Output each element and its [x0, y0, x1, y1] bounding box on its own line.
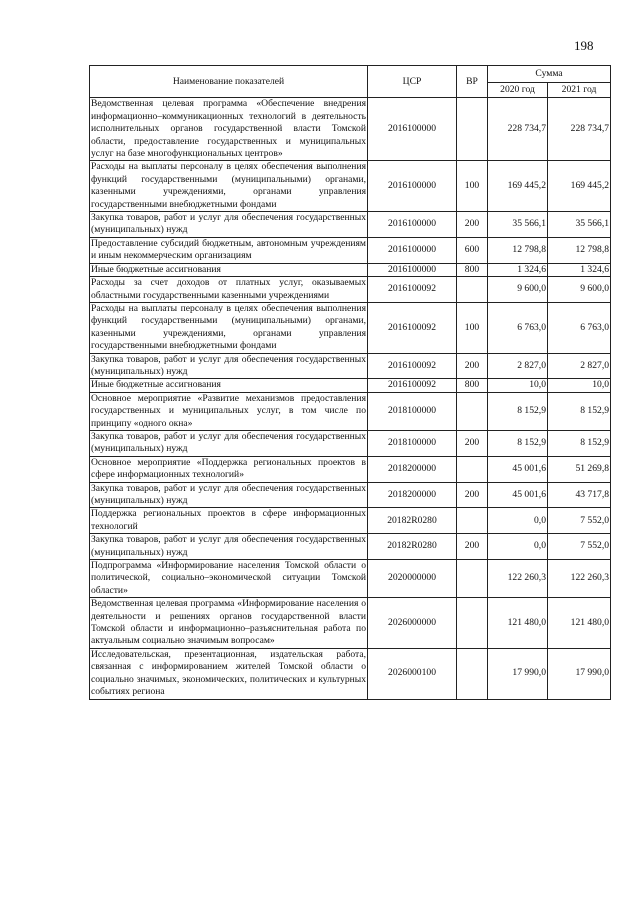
row-name: Ведомственная целевая программа «Информирование населения о деятельности и решениях органов государственной власти Томской области и информационно–разъяснительная работа по актуальным социально значимым вопросам»	[91, 598, 366, 647]
row-sum-2020: 228 734,7	[488, 98, 548, 161]
row-sum-2020: 2 827,0	[488, 353, 548, 379]
row-vr	[457, 598, 488, 649]
table-row	[90, 353, 611, 379]
row-csr: 2016100092	[368, 302, 457, 353]
row-sum-2021: 7 552,0	[548, 508, 611, 534]
row-vr	[457, 648, 488, 699]
table-row	[90, 379, 611, 392]
row-name: Основное мероприятие «Развитие механизмов предоставления государственных и муниципальных услуг, в том числе по принципу «одного окна»	[91, 392, 366, 429]
row-sum-2021: 7 552,0	[548, 534, 611, 560]
row-csr: 2016100000	[368, 98, 457, 161]
row-sum-2021: 228 734,7	[548, 98, 611, 161]
budget-table	[89, 65, 611, 700]
table-row	[90, 302, 611, 353]
row-sum-2020: 10,0	[488, 379, 548, 392]
row-sum-2020: 121 480,0	[488, 598, 548, 649]
table-row	[90, 98, 611, 161]
row-sum-2021: 51 269,8	[548, 456, 611, 482]
row-vr	[457, 508, 488, 534]
header-csr: ЦСР	[368, 66, 457, 98]
row-name: Расходы за счет доходов от платных услуг, оказываемых областными государственными казенными учреждениями	[91, 277, 366, 301]
row-sum-2021: 8 152,9	[548, 430, 611, 456]
table-row	[90, 598, 611, 649]
row-name: Иные бюджетные ассигнования	[90, 263, 368, 276]
row-sum-2020: 35 566,1	[488, 212, 548, 238]
row-vr	[457, 277, 488, 303]
row-vr: 800	[457, 263, 488, 276]
row-sum-2021: 35 566,1	[548, 212, 611, 238]
row-csr: 2026000000	[368, 598, 457, 649]
row-csr: 2018100000	[368, 430, 457, 456]
table-header	[90, 66, 611, 98]
row-sum-2020: 8 152,9	[488, 392, 548, 430]
table-row	[90, 508, 611, 534]
row-vr: 100	[457, 302, 488, 353]
row-sum-2020: 0,0	[488, 508, 548, 534]
row-csr: 2016100092	[368, 277, 457, 303]
row-csr: 2018100000	[368, 392, 457, 430]
row-sum-2020: 169 445,2	[488, 161, 548, 212]
row-name: Закупка товаров, работ и услуг для обеспечения государственных (муниципальных) нужд	[91, 482, 366, 506]
row-name: Закупка товаров, работ и услуг для обеспечения государственных (муниципальных) нужд	[91, 534, 366, 558]
row-sum-2020: 0,0	[488, 534, 548, 560]
row-sum-2020: 1 324,6	[488, 263, 548, 276]
table-row	[90, 237, 611, 263]
row-csr: 2018200000	[368, 482, 457, 508]
row-vr	[457, 560, 488, 598]
table-row	[90, 277, 611, 303]
row-csr: 2016100092	[368, 353, 457, 379]
row-csr: 2016100092	[368, 379, 457, 392]
row-sum-2021: 121 480,0	[548, 598, 611, 649]
row-name: Расходы на выплаты персоналу в целях обеспечения выполнения функций государственными (муниципальными) органами, казенными учреждениями, органами управления государственными внебюджетными фондами	[91, 161, 366, 210]
row-sum-2020: 8 152,9	[488, 430, 548, 456]
row-vr	[457, 98, 488, 161]
row-name: Основное мероприятие «Поддержка региональных проектов в сфере информационных технологий»	[91, 456, 366, 481]
row-sum-2021: 17 990,0	[548, 648, 611, 699]
table-row	[90, 161, 611, 212]
row-name: Исследовательская, презентационная, издательская работа, связанная с информированием жителей Томской области о социально значимых, экономических, политических и культурных событиях региона	[91, 648, 366, 698]
row-sum-2021: 169 445,2	[548, 161, 611, 212]
table-row	[90, 212, 611, 238]
row-sum-2021: 43 717,8	[548, 482, 611, 508]
header-sum: Сумма	[488, 66, 611, 83]
row-vr: 200	[457, 430, 488, 456]
row-sum-2020: 6 763,0	[488, 302, 548, 353]
row-sum-2020: 12 798,8	[488, 237, 548, 263]
table-row	[90, 263, 611, 276]
row-csr: 2016100000	[368, 237, 457, 263]
header-year-2021: 2021 год	[548, 83, 611, 98]
row-csr: 2018200000	[368, 456, 457, 482]
row-sum-2020: 17 990,0	[488, 648, 548, 699]
table-row	[90, 482, 611, 508]
row-name: Закупка товаров, работ и услуг для обеспечения государственных (муниципальных) нужд	[91, 212, 366, 236]
table-row	[90, 648, 611, 699]
table-row	[90, 534, 611, 560]
row-sum-2020: 45 001,6	[488, 482, 548, 508]
row-name: Ведомственная целевая программа «Обеспечение внедрения информационно–коммуникационных технологий в деятельность исполнительных органов государственной власти Томской области, предоставление государственных и муниципальных услуг на базе многофункциональных центров»	[91, 98, 366, 160]
row-name: Иные бюджетные ассигнования	[90, 379, 368, 392]
row-sum-2021: 1 324,6	[548, 263, 611, 276]
row-sum-2021: 9 600,0	[548, 277, 611, 303]
row-vr	[457, 392, 488, 430]
row-sum-2021: 122 260,3	[548, 560, 611, 598]
row-csr: 2026000100	[368, 648, 457, 699]
row-sum-2020: 9 600,0	[488, 277, 548, 303]
row-vr: 800	[457, 379, 488, 392]
row-csr: 2020000000	[368, 560, 457, 598]
table-body	[90, 98, 611, 699]
row-csr: 20182R0280	[368, 534, 457, 560]
row-vr: 200	[457, 534, 488, 560]
table-row	[90, 430, 611, 456]
row-name: Закупка товаров, работ и услуг для обеспечения государственных (муниципальных) нужд	[91, 353, 366, 377]
header-name: Наименование показателей	[90, 66, 368, 98]
row-csr: 20182R0280	[368, 508, 457, 534]
row-sum-2021: 8 152,9	[548, 392, 611, 430]
row-sum-2021: 2 827,0	[548, 353, 611, 379]
table-row	[90, 392, 611, 430]
row-sum-2020: 45 001,6	[488, 456, 548, 482]
row-sum-2020: 122 260,3	[488, 560, 548, 598]
row-vr: 200	[457, 212, 488, 238]
row-name: Закупка товаров, работ и услуг для обеспечения государственных (муниципальных) нужд	[91, 430, 366, 455]
row-vr: 100	[457, 161, 488, 212]
row-csr: 2016100000	[368, 161, 457, 212]
table-row	[90, 560, 611, 598]
table-row	[90, 456, 611, 482]
row-csr: 2016100000	[368, 263, 457, 276]
row-vr: 200	[457, 353, 488, 379]
header-year-2020: 2020 год	[488, 83, 548, 98]
page-number: 198	[574, 38, 594, 53]
row-sum-2021: 6 763,0	[548, 302, 611, 353]
header-vr: ВР	[457, 66, 488, 98]
row-sum-2021: 10,0	[548, 379, 611, 392]
row-sum-2021: 12 798,8	[548, 237, 611, 263]
row-name: Предоставление субсидий бюджетным, автономным учреждениям и иным некоммерческим организациям	[91, 237, 366, 262]
row-name: Поддержка региональных проектов в сфере информационных технологий	[91, 508, 366, 532]
row-name: Расходы на выплаты персоналу в целях обеспечения выполнения функций государственными (муниципальными) органами, казенными учреждениями, органами управления государственными внебюджетными фондами	[91, 302, 366, 352]
row-vr: 600	[457, 237, 488, 263]
row-name: Подпрограмма «Информирование населения Томской области о политической, социально–экономической ситуации Томской области»	[91, 560, 366, 596]
row-vr	[457, 456, 488, 482]
row-csr: 2016100000	[368, 212, 457, 238]
row-vr: 200	[457, 482, 488, 508]
